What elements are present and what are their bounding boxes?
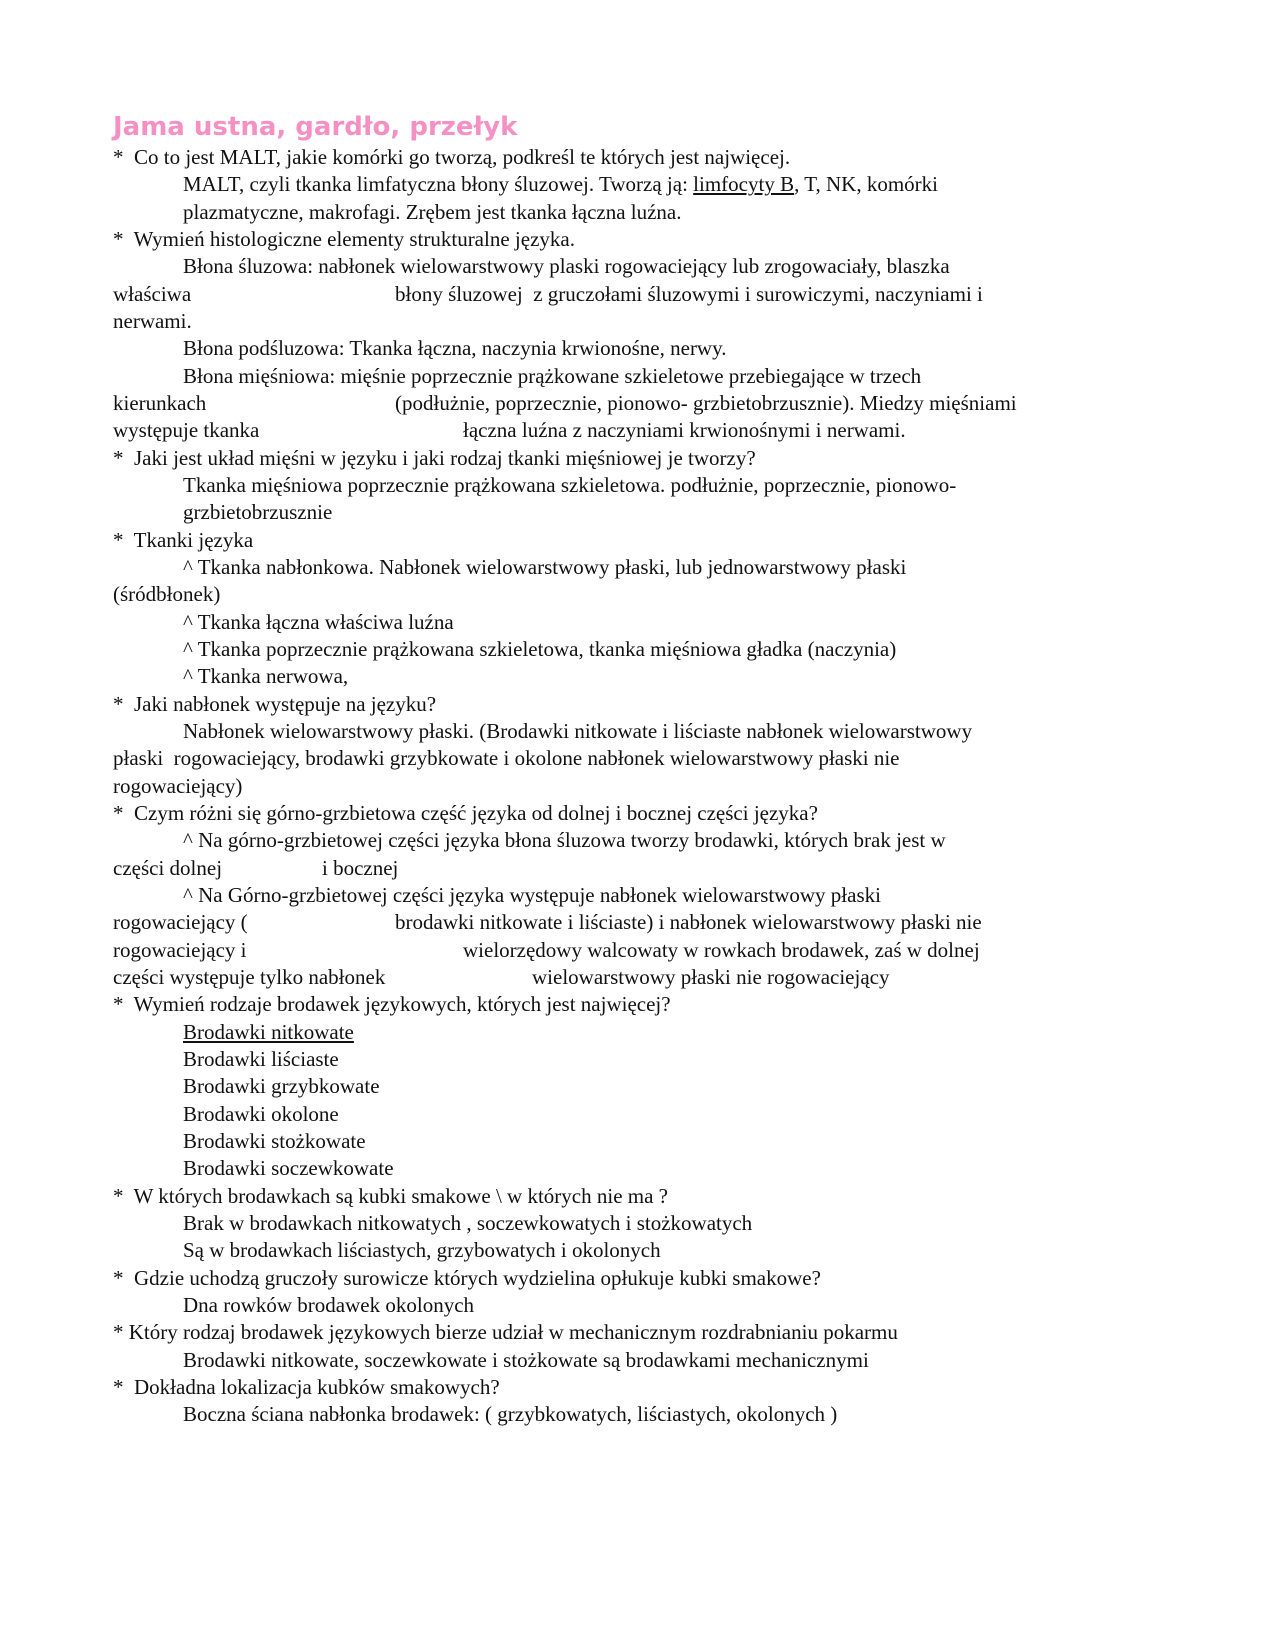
text-line bbox=[183, 827, 1275, 854]
text-line bbox=[183, 554, 1275, 581]
text-segment: Boczna ściana nabłonka brodawek: ( grzybkowatych, liściastych, okolonych ) bbox=[183, 1402, 838, 1427]
text-line bbox=[183, 363, 1275, 390]
text-segment: kierunkach bbox=[113, 390, 207, 415]
underlined-text: Brodawki nitkowate bbox=[183, 1019, 354, 1044]
text-line bbox=[113, 855, 1213, 882]
text-segment: Błona mięśniowa: mięśnie poprzecznie prążkowane szkieletowe przebiegające w trzech bbox=[183, 363, 922, 388]
text-line bbox=[113, 281, 1213, 308]
text-line bbox=[183, 335, 1275, 362]
question-line bbox=[113, 1319, 1213, 1346]
text-segment: rogowaciejący i bbox=[113, 937, 247, 962]
text-line bbox=[183, 882, 1275, 909]
text-segment: Brodawki stożkowate bbox=[183, 1128, 366, 1153]
text-line bbox=[183, 472, 1275, 499]
question-line bbox=[113, 991, 1213, 1018]
text-segment: * Wymień histologiczne elementy strukturalne języka. bbox=[113, 226, 575, 251]
text-segment: * Tkanki języka bbox=[113, 527, 254, 552]
text-segment: błony śluzowej z gruczołami śluzowymi i surowiczymi, naczyniami i bbox=[395, 281, 983, 306]
text-segment: wielowarstwowy płaski nie rogowaciejący bbox=[532, 964, 890, 989]
question-line bbox=[113, 1374, 1213, 1401]
text-segment: rogowaciejący) bbox=[113, 773, 243, 798]
text-line bbox=[183, 663, 1275, 690]
text-segment: Brodawki grzybkowate bbox=[183, 1074, 380, 1099]
text-line bbox=[183, 1237, 1275, 1264]
text-line bbox=[113, 308, 1213, 335]
question-line bbox=[113, 691, 1213, 718]
text-segment: ^ Tkanka poprzecznie prążkowana szkieletowa, tkanka mięśniowa gładka (naczynia) bbox=[183, 636, 897, 661]
text-segment: * Dokładna lokalizacja kubków smakowych? bbox=[113, 1374, 500, 1399]
text-line bbox=[183, 253, 1275, 280]
text-segment: Brak w brodawkach nitkowatych , soczewkowatych i stożkowatych bbox=[183, 1210, 753, 1235]
document-title: Jama ustna, gardło, przełyk bbox=[113, 112, 518, 142]
text-segment: MALT, czyli tkanka limfatyczna błony śluzowej. Tworzą ją: bbox=[183, 172, 694, 197]
text-segment: łączna luźna z naczyniami krwionośnymi i nerwami. bbox=[463, 418, 906, 443]
text-line bbox=[113, 964, 1213, 991]
text-line bbox=[113, 745, 1213, 772]
text-segment: * W których brodawkach są kubki smakowe \ w których nie ma ? bbox=[113, 1183, 669, 1208]
text-segment: Brodawki liściaste bbox=[183, 1046, 339, 1071]
text-line bbox=[183, 1155, 1275, 1182]
text-segment: ^ Na górno-grzbietowej części języka błona śluzowa tworzy brodawki, których brak jest w bbox=[183, 828, 946, 853]
text-line bbox=[183, 1292, 1275, 1319]
text-line bbox=[113, 390, 1213, 417]
text-segment: części występuje tylko nabłonek bbox=[113, 964, 386, 989]
text-line bbox=[113, 581, 1213, 608]
question-line bbox=[113, 226, 1213, 253]
text-segment: ^ Na Górno-grzbietowej części języka występuje nabłonek wielowarstwowy płaski bbox=[183, 882, 881, 907]
text-segment: Nabłonek wielowarstwowy płaski. (Brodawki nitkowate i liściaste nabłonek wielowarstwowy bbox=[183, 718, 973, 743]
text-line bbox=[183, 1347, 1275, 1374]
text-segment: * Który rodzaj brodawek językowych bierze udział w mechanicznym rozdrabnianiu pokarmu bbox=[113, 1320, 898, 1345]
text-segment: części dolnej bbox=[113, 855, 223, 880]
text-line bbox=[183, 636, 1275, 663]
text-segment: (śródbłonek) bbox=[113, 582, 221, 607]
question-line bbox=[113, 527, 1213, 554]
text-line bbox=[183, 718, 1275, 745]
text-segment: Brodawki nitkowate, soczewkowate i stożkowate są brodawkami mechanicznymi bbox=[183, 1347, 869, 1372]
text-segment: (podłużnie, poprzecznie, pionowo- grzbietobrzusznie). Miedzy mięśniami bbox=[395, 390, 1017, 415]
text-line bbox=[183, 1019, 1275, 1046]
text-segment: Brodawki okolone bbox=[183, 1101, 339, 1126]
text-line bbox=[113, 909, 1213, 936]
text-line bbox=[183, 1210, 1275, 1237]
question-line bbox=[113, 445, 1213, 472]
text-segment: płaski rogowaciejący, brodawki grzybkowate i okolone nabłonek wielowarstwowy płaski nie bbox=[113, 746, 900, 771]
text-segment: grzbietobrzusznie bbox=[183, 500, 333, 525]
text-segment: * Co to jest MALT, jakie komórki go tworzą, podkreśl te których jest najwięcej. bbox=[113, 145, 791, 169]
text-segment: Są w brodawkach liściastych, grzybowatych i okolonych bbox=[183, 1238, 661, 1263]
question-line bbox=[113, 1265, 1213, 1292]
text-segment: występuje tkanka bbox=[113, 418, 260, 443]
text-line bbox=[183, 199, 1275, 226]
question-line bbox=[113, 1183, 1213, 1210]
underlined-text: limfocyty B bbox=[693, 172, 795, 197]
text-line bbox=[183, 171, 1275, 198]
text-segment: Błona śluzowa: nabłonek wielowarstwowy plaski rogowaciejący lub zrogowaciały, blaszka bbox=[183, 254, 950, 279]
text-segment: Błona podśluzowa: Tkanka łączna, naczynia krwionośne, nerwy. bbox=[183, 336, 727, 361]
text-segment: ^ Tkanka nabłonkowa. Nabłonek wielowarstwowy płaski, lub jednowarstwowy płaski bbox=[183, 554, 907, 579]
text-line bbox=[113, 417, 1213, 444]
text-segment: ^ Tkanka nerwowa, bbox=[183, 664, 349, 689]
text-line bbox=[183, 1073, 1275, 1100]
text-segment: wielorzędowy walcowaty w rowkach brodawek, zaś w dolnej bbox=[463, 937, 980, 962]
text-line bbox=[183, 499, 1275, 526]
text-segment: * Jaki jest układ mięśni w języku i jaki rodzaj tkanki mięśniowej je tworzy? bbox=[113, 445, 756, 470]
text-line bbox=[113, 937, 1213, 964]
text-segment: właściwa bbox=[113, 281, 192, 306]
text-segment: Dna rowków brodawek okolonych bbox=[183, 1292, 475, 1317]
text-line bbox=[183, 1101, 1275, 1128]
text-segment: i bocznej bbox=[322, 855, 399, 880]
text-segment: * Gdzie uchodzą gruczoły surowicze których wydzielina opłukuje kubki smakowe? bbox=[113, 1265, 821, 1290]
question-line bbox=[113, 144, 1213, 171]
text-line bbox=[183, 1046, 1275, 1073]
text-line bbox=[183, 609, 1275, 636]
text-segment: * Czym różni się górno-grzbietowa część języka od dolnej i bocznej części języka? bbox=[113, 800, 818, 825]
text-segment: rogowaciejący ( bbox=[113, 910, 248, 935]
text-line bbox=[113, 773, 1213, 800]
text-segment: * Jaki nabłonek występuje na języku? bbox=[113, 691, 437, 716]
text-segment: nerwami. bbox=[113, 308, 192, 333]
text-segment: ^ Tkanka łączna właściwa luźna bbox=[183, 609, 454, 634]
question-line bbox=[113, 800, 1213, 827]
text-segment: brodawki nitkowate i liściaste) i nabłonek wielowarstwowy płaski nie bbox=[395, 910, 982, 935]
text-segment: plazmatyczne, makrofagi. Zrębem jest tkanka łączna luźna. bbox=[183, 199, 682, 224]
text-segment: , T, NK, komórki bbox=[794, 172, 938, 197]
text-line bbox=[183, 1128, 1275, 1155]
text-segment: Brodawki soczewkowate bbox=[183, 1156, 394, 1181]
text-line bbox=[183, 1401, 1275, 1428]
text-segment: * Wymień rodzaje brodawek językowych, których jest najwięcej? bbox=[113, 992, 671, 1017]
text-segment: Tkanka mięśniowa poprzecznie prążkowana szkieletowa. podłużnie, poprzecznie, pionowo- bbox=[183, 472, 957, 497]
